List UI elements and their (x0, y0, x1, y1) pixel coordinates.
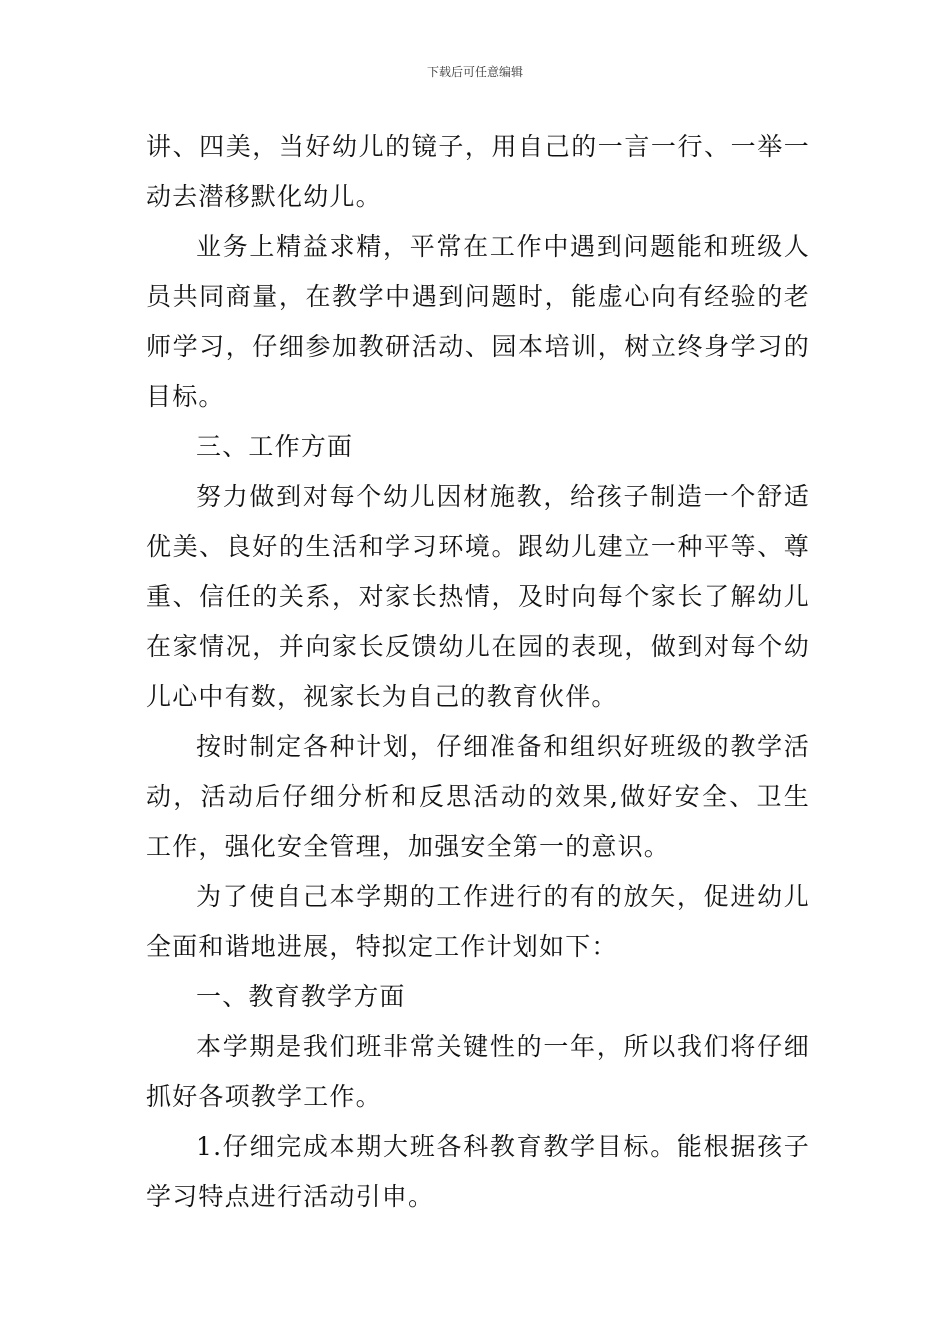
paragraph: 讲、四美，当好幼儿的镜子，用自己的一言一行、一举一动去潜移默化幼儿。 (146, 132, 810, 211)
list-item: 1.仔细完成本期大班各科教育教学目标。能根据孩子学习特点进行活动引申。 (146, 1132, 810, 1211)
section-heading: 一、教育教学方面 (196, 982, 406, 1011)
page-header: 下载后可任意编辑 (426, 65, 523, 79)
document-body (146, 122, 810, 1222)
paragraph: 努力做到对每个幼儿因材施教，给孩子制造一个舒适优美、良好的生活和学习环境。跟幼儿建立一种平等、尊重、信任的关系，对家长热情，及时向每个家长了解幼儿在家情况，并向家长反馈幼儿在园的表现，做到对每个幼儿心中有数，视家长为自己的教育伙伴。 (146, 482, 810, 711)
paragraph: 为了使自己本学期的工作进行的有的放矢，促进幼儿全面和谐地进展，特拟定工作计划如下： (146, 882, 810, 961)
paragraph: 业务上精益求精，平常在工作中遇到问题能和班级人员共同商量，在教学中遇到问题时，能虚心向有经验的老师学习，仔细参加教研活动、园本培训，树立终身学习的目标。 (146, 232, 810, 411)
paragraph: 按时制定各种计划，仔细准备和组织好班级的教学活动，活动后仔细分析和反思活动的效果,做好安全、卫生工作，强化安全管理，加强安全第一的意识。 (146, 732, 810, 861)
paragraph: 本学期是我们班非常关键性的一年，所以我们将仔细抓好各项教学工作。 (146, 1032, 810, 1111)
section-heading: 三、工作方面 (196, 432, 354, 461)
